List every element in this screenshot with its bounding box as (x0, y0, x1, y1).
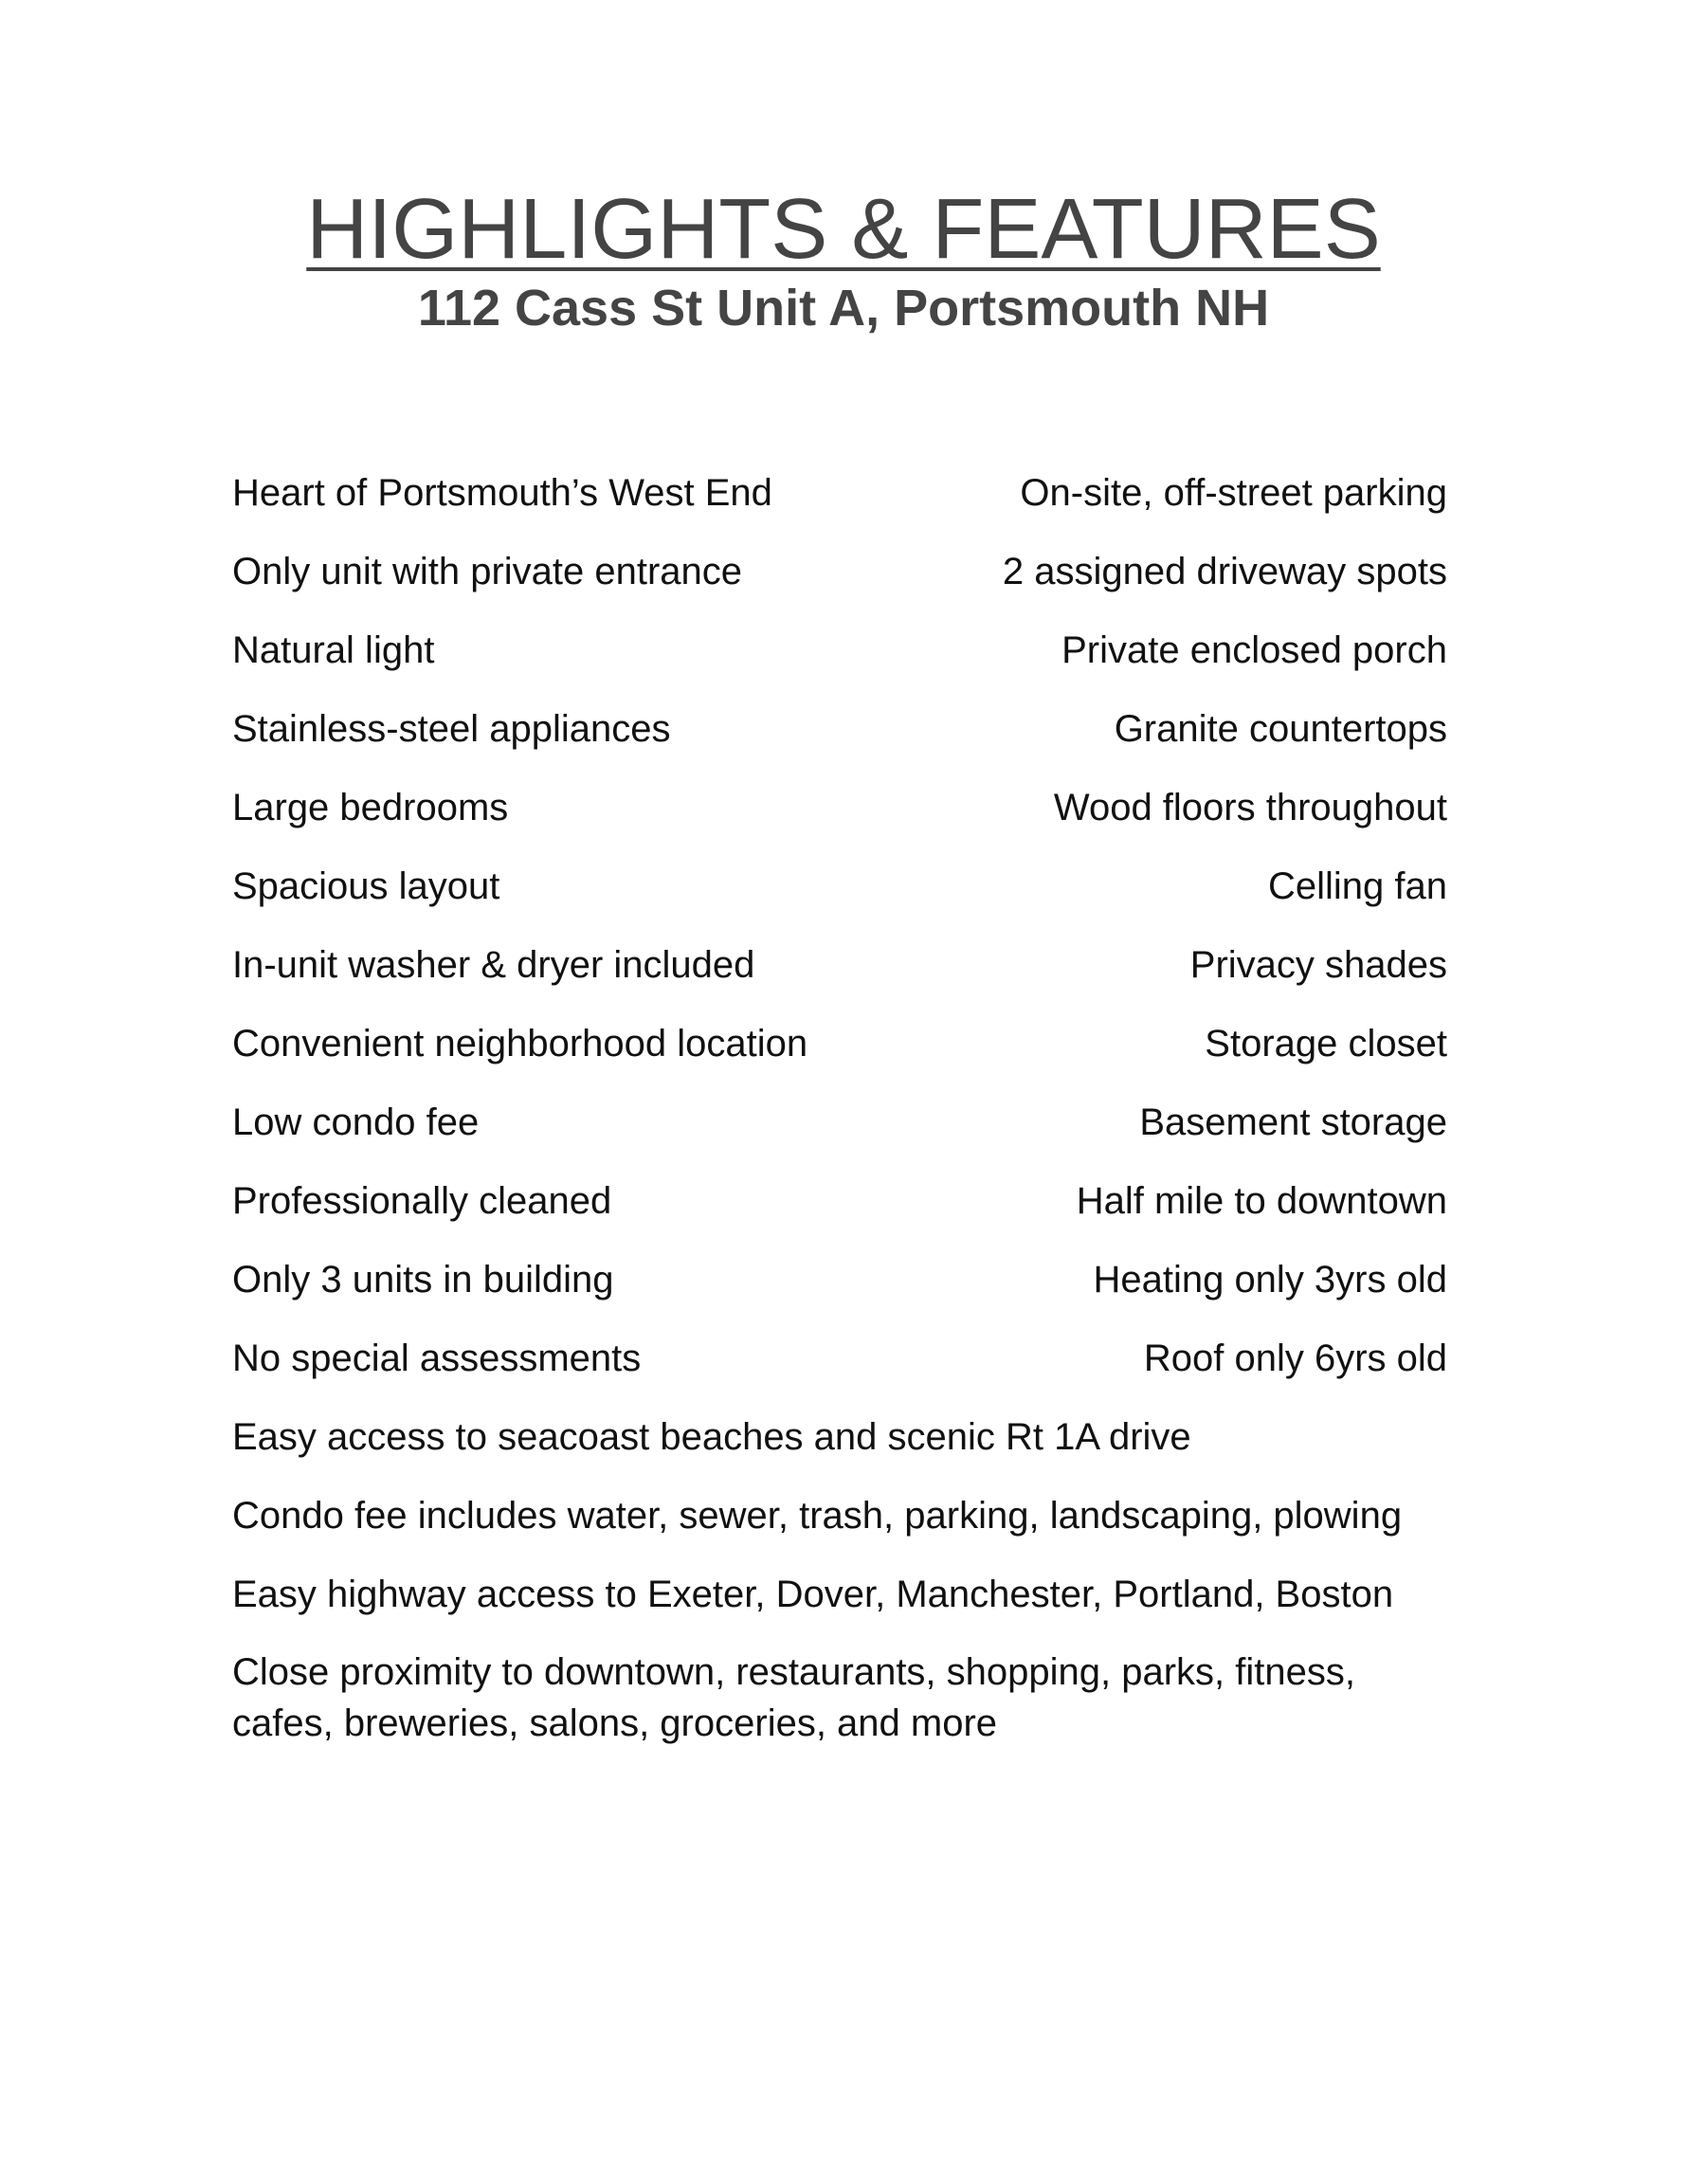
feature-right: Granite countertops (1114, 708, 1447, 750)
feature-left: In-unit washer & dryer included (232, 944, 755, 986)
feature-left: Professionally cleaned (232, 1180, 612, 1222)
feature-left: Spacious layout (232, 865, 500, 907)
feature-right: Half mile to downtown (1076, 1180, 1447, 1222)
feature-row (232, 543, 1447, 622)
feature-right: Roof only 6yrs old (1143, 1338, 1447, 1379)
feature-line: Condo fee includes water, sewer, trash, parking, landscaping, plowing (232, 1495, 1403, 1537)
feature-right: Celling fan (1267, 865, 1447, 907)
page-title-text: HIGHLIGHTS & FEATURES (306, 182, 1381, 277)
feature-right: On-site, off-street parking (1020, 472, 1447, 514)
feature-right: 2 assigned driveway spots (1002, 551, 1447, 592)
feature-row (232, 1330, 1447, 1409)
feature-row (232, 1251, 1447, 1330)
property-address: 112 Cass St Unit A, Portsmouth NH (417, 280, 1270, 337)
feature-row (232, 937, 1447, 1015)
feature-left: Heart of Portsmouth’s West End (232, 472, 772, 514)
feature-right: Basement storage (1139, 1101, 1447, 1143)
feature-left: Stainless-steel appliances (232, 708, 671, 750)
feature-row (232, 1094, 1447, 1173)
feature-right: Private enclosed porch (1061, 629, 1447, 671)
feature-left: No special assessments (232, 1338, 642, 1379)
closing-feature-line: Close proximity to downtown, restaurants, shopping, parks, fitness, cafes, breweries, salons, groceries, and more (232, 1651, 1355, 1744)
feature-right: Wood floors throughout (1053, 787, 1447, 828)
feature-line: Easy highway access to Exeter, Dover, Manchester, Portland, Boston (232, 1574, 1394, 1615)
feature-row (232, 701, 1447, 779)
feature-row (232, 858, 1447, 937)
feature-row (232, 1173, 1447, 1251)
feature-left: Only unit with private entrance (232, 551, 743, 592)
feature-left: Large bedrooms (232, 787, 509, 828)
feature-left: Only 3 units in building (232, 1259, 614, 1301)
feature-line: Easy access to seacoast beaches and scenic Rt 1A drive (232, 1416, 1191, 1458)
feature-left: Low condo fee (232, 1101, 480, 1143)
feature-left: Natural light (232, 629, 435, 671)
features-list (232, 464, 1447, 1749)
feature-row (232, 464, 1447, 543)
feature-right: Heating only 3yrs old (1093, 1259, 1447, 1301)
feature-row (232, 779, 1447, 858)
feature-row (232, 1015, 1447, 1094)
feature-right: Privacy shades (1189, 944, 1447, 986)
feature-left: Convenient neighborhood location (232, 1023, 808, 1065)
feature-row (232, 622, 1447, 701)
page-title (0, 182, 1687, 277)
feature-right: Storage closet (1205, 1023, 1447, 1065)
